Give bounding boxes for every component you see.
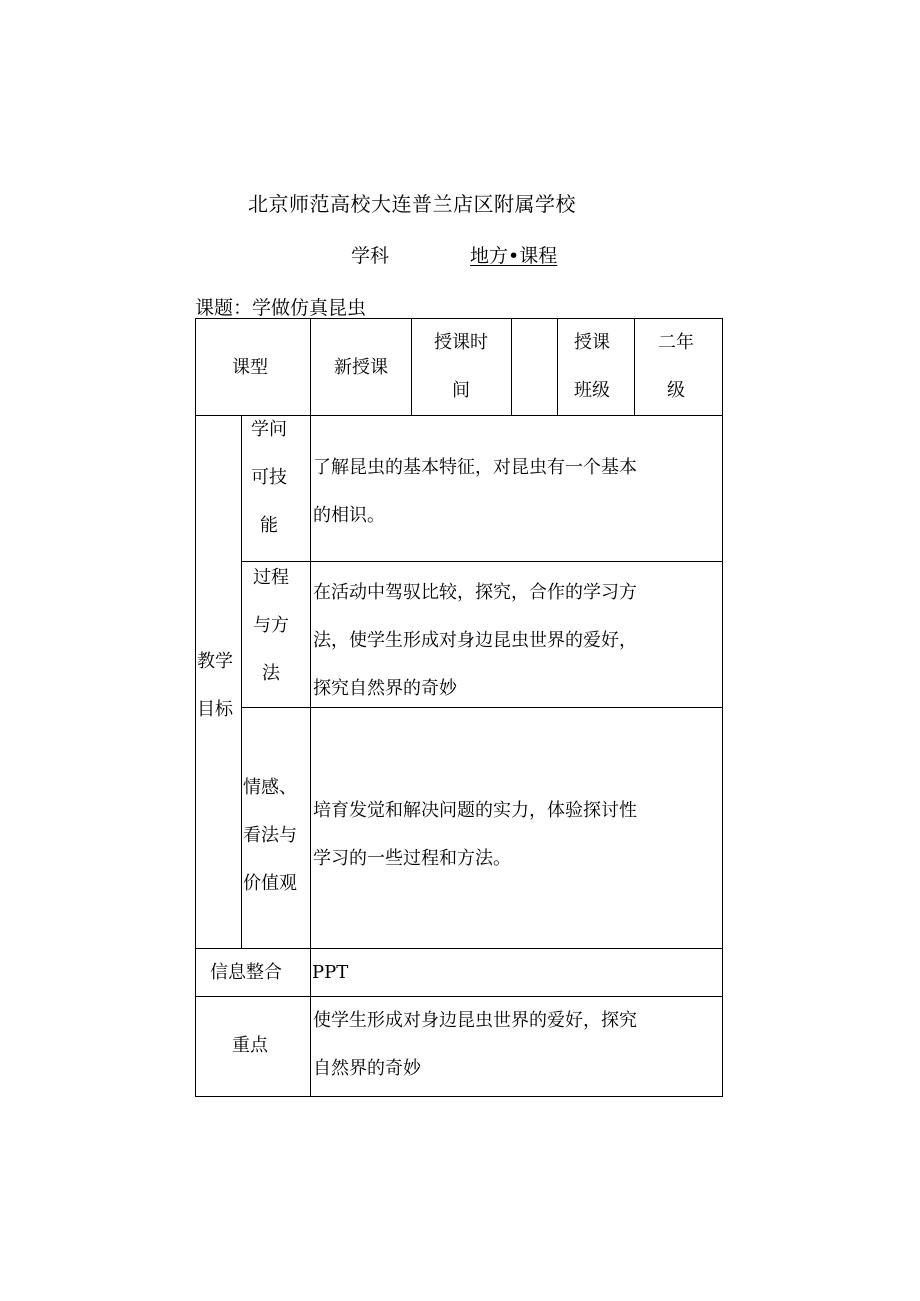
lesson-topic: 课题：学做仿真昆虫	[195, 297, 367, 319]
lesson-plan-table	[195, 318, 723, 1097]
lesson-type-value: 新授课	[334, 357, 388, 378]
key-label-cell	[195, 996, 311, 1097]
subject-label: 学科	[351, 245, 390, 267]
time-value-cell	[511, 318, 558, 416]
process-text: 在活动中驾驭比较，探究，合作的学习方 法，使学生形成对身边昆虫世界的爱好， 探究自然界的奇妙	[313, 582, 637, 699]
key-text-cell	[310, 996, 723, 1097]
emotion-label: 情感、 看法与 价值观	[243, 777, 297, 894]
class-value: 二年 级	[658, 332, 694, 401]
key-text: 使学生形成对身边昆虫世界的爱好，探究 自然界的奇妙	[313, 1010, 637, 1079]
info-label-cell	[195, 948, 311, 997]
subject-value: 地方•课程	[470, 245, 558, 267]
objectives-label-cell	[195, 415, 242, 949]
info-value: PPT	[312, 962, 349, 983]
lesson-type-label: 课型	[232, 357, 268, 378]
school-name: 北京师范高校大连普兰店区附属学校	[248, 192, 576, 216]
emotion-label-cell	[241, 707, 311, 949]
class-label-cell	[557, 318, 635, 416]
key-label: 重点	[232, 1035, 268, 1056]
knowledge-label: 学问 可技 能	[251, 419, 287, 536]
objectives-label: 教学 目标	[197, 651, 233, 720]
emotion-text-cell	[310, 707, 723, 949]
time-label-cell	[411, 318, 512, 416]
time-label: 授课时 间	[434, 332, 488, 401]
process-label-cell	[241, 561, 311, 708]
info-label: 信息整合	[210, 962, 282, 983]
process-text-cell	[310, 561, 723, 708]
class-value-cell	[634, 318, 723, 416]
process-label: 过程 与方 法	[253, 567, 289, 684]
lesson-type-value-cell	[310, 318, 412, 416]
knowledge-label-cell	[241, 415, 311, 562]
info-value-cell	[310, 948, 723, 997]
emotion-text: 培育发觉和解决问题的实力，体验探讨性 学习的一些过程和方法。	[313, 800, 637, 869]
class-label: 授课 班级	[574, 332, 610, 401]
knowledge-text: 了解昆虫的基本特征，对昆虫有一个基本 的相识。	[313, 457, 637, 526]
knowledge-text-cell	[310, 415, 723, 562]
lesson-type-label-cell	[195, 318, 311, 416]
